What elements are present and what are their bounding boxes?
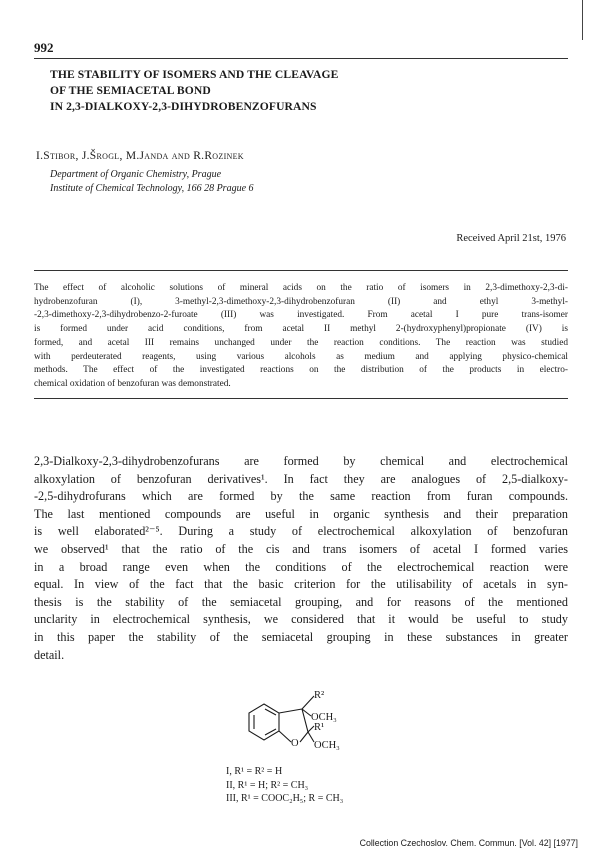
abstract-line: The effect of alcoholic solutions of mineral acids on the ratio of isomers in 2,3-dimethoxy-2,3-di- bbox=[34, 283, 568, 293]
affiliation bbox=[50, 168, 254, 196]
body-line: equal. In view of the fact that the basic criterion for the utilisability of acetals in syn- bbox=[34, 577, 568, 592]
abstract-line: hydrobenzofuran (I), 3-methyl-2,3-dimethoxy-2,3-dihydrobenzofuran (II) and ethyl 3-methyl- bbox=[34, 296, 568, 307]
abstract-line: -2,3-dimethoxy-2,3-dihydrobenzo-2-furoate (III) was investigated. From acetal I pure trans-isomer bbox=[34, 310, 568, 321]
affiliation-line: Department of Organic Chemistry, Prague bbox=[50, 169, 222, 180]
abstract-line: is formed under acid conditions, from acetal II methyl 2-(hydroxyphenyl)propionate (IV) is bbox=[34, 324, 568, 335]
abstract-bottom-rule bbox=[34, 398, 568, 399]
och3-bottom-label: OCH₃ bbox=[314, 740, 340, 751]
compound-caption: I, R¹ = R² = H bbox=[226, 766, 283, 777]
compound-captions bbox=[226, 765, 343, 806]
abstract-line: chemical oxidation of benzofuran was demonstrated. bbox=[34, 378, 231, 389]
ring-oxygen-bond bbox=[279, 731, 291, 742]
och3-top-label: OCH₃ bbox=[311, 712, 337, 723]
chemical-structure bbox=[248, 692, 388, 762]
abstract-line: with perdeuterated reagents, using various alcohols as medium and applying physico-chemical bbox=[34, 351, 568, 362]
r1-label: R¹ bbox=[314, 722, 325, 733]
body-line: in a broad range even when the conditions of the electrochemical reaction were bbox=[34, 559, 568, 574]
body-line: in this paper the stability of the semiacetal grouping in these substances in greater bbox=[34, 629, 568, 644]
ring-oxygen-bond bbox=[300, 732, 308, 742]
abstract bbox=[34, 282, 568, 392]
journal-footer: Collection Czechoslov. Chem. Commun. [Vol. 42] [1977] bbox=[359, 838, 578, 848]
body-line: we observed¹ that the ratio of the cis and trans isomers of acetal I formed varies bbox=[34, 541, 568, 556]
body-line: unclarity in electrochemical synthesis, we considered that it would be useful to study bbox=[34, 612, 568, 627]
title-line: THE STABILITY OF ISOMERS AND THE CLEAVAGE bbox=[50, 68, 339, 81]
page-number: 992 bbox=[34, 40, 54, 55]
body-paragraph bbox=[34, 453, 568, 664]
c3-bond bbox=[279, 709, 302, 713]
header-rule bbox=[34, 58, 568, 59]
r2-bond bbox=[302, 696, 314, 709]
affiliation-line: Institute of Chemical Technology, 166 28 Prague 6 bbox=[50, 183, 254, 194]
page-edge-line bbox=[582, 0, 583, 40]
compound-caption: III, R¹ = COOC₂H₅; R = CH₃ bbox=[226, 793, 344, 804]
r2-label: R² bbox=[314, 690, 325, 701]
body-line: thesis is the stability of the semiacetal grouping, and for reasons of the mentioned bbox=[34, 594, 568, 609]
body-line: -2,5-dihydrofurans which are formed by the same reaction from furan compounds. bbox=[34, 489, 568, 504]
abstract-line: formed, and acetal III remains unchanged under the reaction conditions. The reaction was studied bbox=[34, 337, 568, 348]
body-line: The last mentioned compounds are useful in organic synthesis and their preparation bbox=[34, 506, 568, 521]
benzofuran-structure-drawing bbox=[248, 692, 388, 762]
title-line: IN 2,3-DIALKOXY-2,3-DIHYDROBENZOFURANS bbox=[50, 100, 317, 113]
title-line: OF THE SEMIACETAL BOND bbox=[50, 84, 211, 97]
received-date: Received April 21st, 1976 bbox=[456, 233, 566, 244]
body-line: detail. bbox=[34, 647, 65, 662]
body-line: 2,3-Dialkoxy-2,3-dihydrobenzofurans are formed by chemical and electrochemical bbox=[34, 454, 568, 468]
abstract-line: methods. The effect of the investigated reactions on the distribution of the products in electro- bbox=[34, 365, 568, 376]
authors: I.Stibor, J.Šrogl, M.Janda and R.Rozinek bbox=[36, 150, 244, 162]
article-title bbox=[50, 67, 570, 115]
ring-oxygen-label: O bbox=[291, 738, 299, 749]
abstract-top-rule bbox=[34, 270, 568, 271]
compound-caption: II, R¹ = H; R² = CH₃ bbox=[226, 779, 309, 791]
body-line: is well elaborated²⁻⁵. During a study of electrochemical alkoxylation of benzofuran bbox=[34, 524, 568, 539]
body-line: alkoxylation of benzofuran derivatives¹. In fact they are analogues of 2,5-dialkoxy- bbox=[34, 471, 568, 486]
